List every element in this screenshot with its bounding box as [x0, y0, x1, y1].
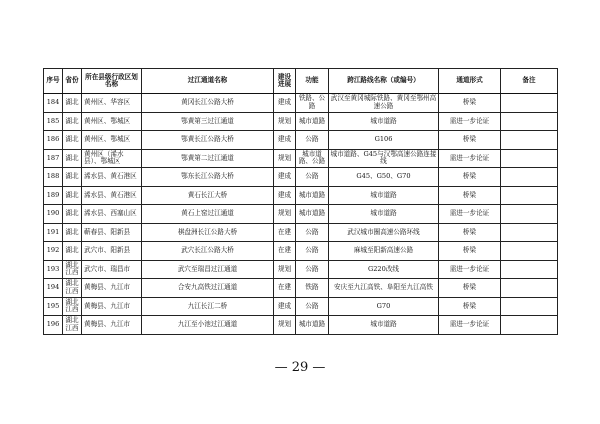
cell-province: 湖北江西: [63, 297, 82, 316]
cell-note: [501, 279, 558, 298]
cell-crossing-name: 鄂东长江公路大桥: [142, 168, 274, 187]
cell-form: 桥梁: [439, 223, 501, 242]
cell-crossing-name: 九江长江二桥: [142, 297, 274, 316]
cell-status: 规划: [274, 205, 296, 224]
cell-number: 196: [44, 316, 63, 335]
cell-form: 需进一步论证: [439, 112, 501, 131]
cell-route: 安庆至九江高铁、阜阳至九江高铁: [329, 279, 439, 298]
cell-district: 蕲春县、阳新县: [82, 223, 142, 242]
cell-status: 建成: [274, 94, 296, 113]
cell-function: 城市道路: [296, 205, 329, 224]
cell-province: 湖北: [63, 205, 82, 224]
cell-number: 194: [44, 279, 63, 298]
header-cell: 省份: [63, 69, 82, 94]
cell-form: 桥梁: [439, 242, 501, 261]
cell-crossing-name: 九江至小池过江通道: [142, 316, 274, 335]
table-row: [44, 94, 558, 113]
cell-province: 湖北江西: [63, 279, 82, 298]
cell-crossing-name: 棋盘洲长江公路大桥: [142, 223, 274, 242]
table-row: [44, 186, 558, 205]
cell-status: 建成: [274, 186, 296, 205]
cell-function: 铁路: [296, 279, 329, 298]
cell-district: 武穴市、阳新县: [82, 242, 142, 261]
cell-number: 189: [44, 186, 63, 205]
cell-function: 城市道路: [296, 112, 329, 131]
cell-crossing-name: 鄂黄长江公路大桥: [142, 131, 274, 150]
cell-route: 武汉城市圈高速公路环线: [329, 223, 439, 242]
cell-function: 公路: [296, 223, 329, 242]
cell-note: [501, 131, 558, 150]
cell-province: 湖北: [63, 223, 82, 242]
table-row: [44, 279, 558, 298]
cell-district: 黄梅县、九江市: [82, 316, 142, 335]
cell-district: 黄梅县、九江市: [82, 297, 142, 316]
cell-number: 191: [44, 223, 63, 242]
cell-form: 需进一步论证: [439, 316, 501, 335]
cell-province: 湖北: [63, 131, 82, 150]
cell-route: 城市道路: [329, 316, 439, 335]
cell-province: 湖北: [63, 242, 82, 261]
cell-province: 湖北: [63, 168, 82, 187]
river-crossing-table: [43, 68, 558, 335]
cell-number: 184: [44, 94, 63, 113]
cell-note: [501, 112, 558, 131]
cell-route: 城市道路: [329, 205, 439, 224]
table-body: [44, 94, 558, 335]
cell-number: 195: [44, 297, 63, 316]
cell-note: [501, 94, 558, 113]
header-cell: 过江通道名称: [142, 69, 274, 94]
table-row: [44, 297, 558, 316]
table-row: [44, 223, 558, 242]
table-row: [44, 168, 558, 187]
cell-route: 麻城至阳新高速公路: [329, 242, 439, 261]
cell-district: 黄州区、鄂城区: [82, 131, 142, 150]
table-header-row: [44, 69, 558, 94]
cell-function: 城市道路: [296, 186, 329, 205]
cell-status: 建成: [274, 131, 296, 150]
header-cell: 序号: [44, 69, 63, 94]
table-row: [44, 260, 558, 279]
header-cell: 建设进展: [274, 69, 296, 94]
cell-form: 桥梁: [439, 94, 501, 113]
cell-district: 武穴市、瑞昌市: [82, 260, 142, 279]
table-row: [44, 131, 558, 150]
cell-route: G70: [329, 297, 439, 316]
cell-crossing-name: 黄石上窑过江通道: [142, 205, 274, 224]
table-row: [44, 112, 558, 131]
header-cell: 通道形式: [439, 69, 501, 94]
cell-route: 城市道路、G45与汉鄂高速公路连接线: [329, 149, 439, 168]
cell-form: 桥梁: [439, 131, 501, 150]
cell-route: G45、G50、G70: [329, 168, 439, 187]
cell-route: 武汉至黄冈城际铁路、黄冈至鄂州高速公路: [329, 94, 439, 113]
table-row: [44, 242, 558, 261]
header-cell: 跨江路线名称（或编号）: [329, 69, 439, 94]
cell-district: 黄州区（浠水县）、鄂城区: [82, 149, 142, 168]
table-row: [44, 316, 558, 335]
cell-province: 湖北江西: [63, 316, 82, 335]
cell-crossing-name: 鄂黄第三过江通道: [142, 112, 274, 131]
header-cell: 所在县级行政区划名称: [82, 69, 142, 94]
table-row: [44, 205, 558, 224]
cell-function: 公路: [296, 297, 329, 316]
cell-function: 公路: [296, 242, 329, 261]
cell-note: [501, 260, 558, 279]
header-cell: 功能: [296, 69, 329, 94]
cell-status: 规划: [274, 260, 296, 279]
cell-route: 城市道路: [329, 112, 439, 131]
cell-note: [501, 316, 558, 335]
cell-function: 公路: [296, 260, 329, 279]
cell-status: 建成: [274, 168, 296, 187]
cell-form: 桥梁: [439, 168, 501, 187]
cell-province: 湖北: [63, 149, 82, 168]
cell-status: 在建: [274, 279, 296, 298]
cell-function: 公路: [296, 131, 329, 150]
cell-note: [501, 205, 558, 224]
cell-status: 规划: [274, 149, 296, 168]
table-row: [44, 149, 558, 168]
cell-function: 铁路、公路: [296, 94, 329, 113]
cell-number: 192: [44, 242, 63, 261]
cell-note: [501, 186, 558, 205]
cell-note: [501, 168, 558, 187]
cell-form: 需进一步论证: [439, 205, 501, 224]
cell-number: 187: [44, 149, 63, 168]
cell-function: 公路: [296, 168, 329, 187]
cell-note: [501, 223, 558, 242]
cell-number: 185: [44, 112, 63, 131]
cell-status: 规划: [274, 316, 296, 335]
cell-function: 城市道路、公路: [296, 149, 329, 168]
cell-crossing-name: 黄石长江大桥: [142, 186, 274, 205]
cell-crossing-name: 武穴长江公路大桥: [142, 242, 274, 261]
cell-province: 湖北江西: [63, 260, 82, 279]
cell-status: 规划: [274, 112, 296, 131]
cell-form: 需进一步论证: [439, 260, 501, 279]
cell-status: 在建: [274, 223, 296, 242]
cell-crossing-name: 鄂黄第二过江通道: [142, 149, 274, 168]
cell-form: 桥梁: [439, 279, 501, 298]
cell-number: 190: [44, 205, 63, 224]
cell-district: 浠水县、西塞山区: [82, 205, 142, 224]
cell-district: 黄州区、鄂城区: [82, 112, 142, 131]
cell-function: 城市道路: [296, 316, 329, 335]
cell-crossing-name: 武穴至瑞昌过江通道: [142, 260, 274, 279]
cell-number: 186: [44, 131, 63, 150]
cell-district: 黄州区、华容区: [82, 94, 142, 113]
cell-note: [501, 242, 558, 261]
cell-number: 188: [44, 168, 63, 187]
cell-crossing-name: 黄冈长江公路大桥: [142, 94, 274, 113]
cell-form: 需进一步论证: [439, 149, 501, 168]
page-number: — 29 —: [274, 360, 326, 375]
cell-district: 浠水县、黄石港区: [82, 168, 142, 187]
cell-route: G220改线: [329, 260, 439, 279]
cell-number: 193: [44, 260, 63, 279]
cell-route: G106: [329, 131, 439, 150]
cell-form: 桥梁: [439, 186, 501, 205]
cell-form: 桥梁: [439, 297, 501, 316]
cell-district: 浠水县、黄石港区: [82, 186, 142, 205]
cell-note: [501, 297, 558, 316]
cell-province: 湖北: [63, 94, 82, 113]
cell-province: 湖北: [63, 112, 82, 131]
cell-route: 城市道路: [329, 186, 439, 205]
cell-status: 建成: [274, 297, 296, 316]
cell-district: 黄梅县、九江市: [82, 279, 142, 298]
header-cell: 备注: [501, 69, 558, 94]
cell-crossing-name: 合安九高铁过江通道: [142, 279, 274, 298]
cell-note: [501, 149, 558, 168]
cell-status: 在建: [274, 242, 296, 261]
cell-province: 湖北: [63, 186, 82, 205]
